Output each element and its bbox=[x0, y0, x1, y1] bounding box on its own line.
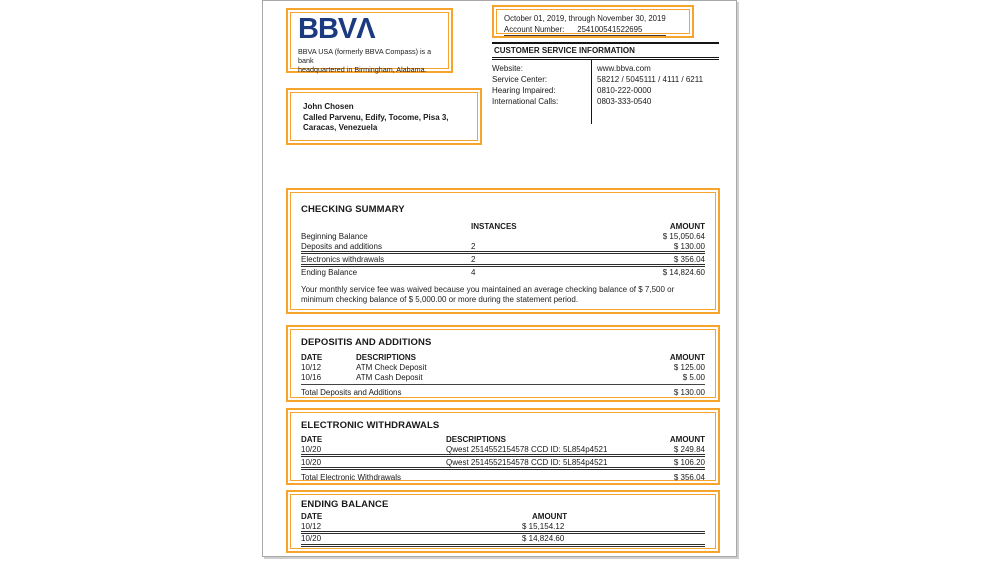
table-row bbox=[301, 231, 705, 241]
header-amount: AMOUNT bbox=[669, 352, 705, 362]
logo-tagline bbox=[291, 44, 448, 74]
checking-summary-content bbox=[290, 192, 716, 310]
table-row bbox=[301, 254, 705, 264]
ending-balance-title: ENDING BALANCE bbox=[301, 499, 389, 510]
logo-tagline-line1: BBVA USA (formerly BBVA Compass) is a bank bbox=[298, 47, 432, 65]
row-label: Electronics withdrawals bbox=[301, 254, 385, 264]
header-amount: AMOUNT bbox=[669, 434, 705, 444]
customer-service-row bbox=[492, 96, 719, 107]
customer-service-section bbox=[492, 42, 719, 124]
recipient-address-box bbox=[286, 88, 482, 145]
table-row bbox=[301, 444, 705, 454]
total-label: Total Electronic Withdrawals bbox=[301, 472, 402, 482]
statement-period-box bbox=[492, 5, 694, 38]
row-amount: $ 5.00 bbox=[682, 372, 705, 382]
table-row bbox=[301, 241, 705, 251]
table-row bbox=[301, 267, 705, 277]
row-label: Deposits and additions bbox=[301, 241, 382, 251]
table-row bbox=[301, 362, 705, 372]
deposits-section bbox=[286, 325, 720, 402]
double-rule bbox=[301, 467, 705, 470]
ending-balance-section bbox=[286, 490, 720, 553]
deposits-content bbox=[290, 329, 716, 398]
checking-summary-title: CHECKING SUMMARY bbox=[301, 204, 405, 215]
row-amount: $ 14,824.60 bbox=[522, 534, 565, 544]
customer-service-title: CUSTOMER SERVICE INFORMATION bbox=[494, 46, 635, 55]
header-amount: AMOUNT bbox=[669, 221, 705, 231]
row-amount: $ 130.00 bbox=[673, 241, 705, 251]
row-instances: 4 bbox=[471, 267, 476, 277]
single-rule bbox=[301, 384, 705, 385]
row-description: Qwest 2514552154578 CCD ID: 5L854p4521 bbox=[446, 444, 608, 454]
row-amount: $ 125.00 bbox=[673, 362, 705, 372]
header-date: DATE bbox=[301, 512, 323, 522]
withdrawals-content bbox=[290, 412, 716, 481]
cs-value-hearing-impaired: 0810-222-0000 bbox=[597, 86, 652, 95]
header-instances: INSTANCES bbox=[471, 221, 517, 231]
row-date: 10/20 bbox=[301, 457, 322, 467]
cs-label-hearing-impaired: Hearing Impaired: bbox=[492, 86, 556, 95]
table-row bbox=[301, 372, 705, 382]
total-amount: $ 356.04 bbox=[673, 472, 705, 482]
withdrawals-header-row bbox=[301, 434, 705, 444]
statement-period-box-inner bbox=[496, 9, 690, 34]
row-label: Ending Balance bbox=[301, 267, 358, 277]
withdrawals-section bbox=[286, 408, 720, 485]
bbva-logo-box-inner bbox=[290, 12, 449, 74]
recipient-name: John Chosen bbox=[303, 102, 354, 111]
checking-summary-header-row bbox=[301, 221, 705, 231]
row-amount: $ 14,824.60 bbox=[662, 267, 705, 277]
header-descriptions: DESCRIPTIONS bbox=[446, 434, 507, 444]
logo-tagline-line2: headquartered in Birmingham, Alabama. bbox=[298, 65, 427, 74]
row-description: ATM Cash Deposit bbox=[356, 372, 423, 382]
row-date: 10/12 bbox=[301, 521, 322, 531]
row-amount: $ 15,154.12 bbox=[522, 521, 565, 531]
recipient-address-line2: Caracas, Venezuela bbox=[303, 123, 378, 132]
recipient-address bbox=[290, 92, 478, 141]
total-label: Total Deposits and Additions bbox=[301, 387, 402, 397]
row-date: 10/20 bbox=[301, 534, 322, 544]
withdrawals-total-row bbox=[301, 472, 705, 482]
cs-label-international-calls: International Calls: bbox=[492, 97, 559, 106]
statement-page bbox=[262, 0, 737, 557]
cs-value-service-center: 58212 / 5045111 / 4111 / 6211 bbox=[597, 75, 704, 84]
row-instances: 2 bbox=[471, 254, 476, 264]
bbva-logo: BBVΛ bbox=[298, 13, 375, 45]
ending-balance-content bbox=[290, 494, 716, 549]
row-description: Qwest 2514552154578 CCD ID: 5L854p4521 bbox=[446, 457, 608, 467]
row-date: 10/12 bbox=[301, 362, 322, 372]
vertical-divider bbox=[591, 60, 592, 124]
cs-value-international-calls: 0803-333-0540 bbox=[597, 97, 652, 106]
cs-label-website: Website: bbox=[492, 64, 523, 73]
account-number-value: 254100541522695 bbox=[577, 25, 643, 34]
table-row bbox=[301, 457, 705, 467]
cs-label-service-center: Service Center: bbox=[492, 75, 548, 84]
service-fee-note: Your monthly service fee was waived because you maintained an average checking balance of $ 7,500 or minimum checking balance of $ 5,000.00 or more during the statement period. bbox=[301, 285, 675, 304]
deposits-header-row bbox=[301, 352, 705, 362]
table-row bbox=[301, 534, 705, 544]
cs-value-website: www.bbva.com bbox=[597, 64, 651, 73]
row-instances: 2 bbox=[471, 241, 476, 251]
statement-period: October 01, 2019, through November 30, 2019 bbox=[504, 14, 666, 23]
ending-balance-header-row bbox=[301, 512, 705, 522]
bbva-logo-box bbox=[286, 8, 453, 73]
row-date: 10/16 bbox=[301, 372, 322, 382]
row-amount: $ 106.20 bbox=[673, 457, 705, 467]
row-amount: $ 356.04 bbox=[673, 254, 705, 264]
header-descriptions: DESCRIPTIONS bbox=[356, 352, 417, 362]
header-date: DATE bbox=[301, 352, 323, 362]
row-amount: $ 15,050.64 bbox=[662, 231, 705, 241]
checking-summary-section bbox=[286, 188, 720, 314]
header-date: DATE bbox=[301, 434, 323, 444]
deposits-total-row bbox=[301, 387, 705, 397]
row-description: ATM Check Deposit bbox=[356, 362, 427, 372]
account-number-row bbox=[504, 24, 666, 36]
customer-service-row bbox=[492, 85, 719, 96]
recipient-address-line1: Called Parvenu, Edify, Tocome, Pisa 3, bbox=[303, 112, 449, 122]
double-rule bbox=[301, 544, 705, 547]
customer-service-body bbox=[492, 60, 719, 124]
total-amount: $ 130.00 bbox=[673, 387, 705, 397]
deposits-title: DEPOSITIS AND ADDITIONS bbox=[301, 337, 432, 348]
row-label: Beginning Balance bbox=[301, 231, 368, 241]
row-date: 10/20 bbox=[301, 444, 322, 454]
customer-service-row bbox=[492, 63, 719, 74]
account-number-label: Account Number: bbox=[504, 25, 565, 34]
withdrawals-title: ELECTRONIC WITHDRAWALS bbox=[301, 420, 440, 431]
row-amount: $ 249.84 bbox=[673, 444, 705, 454]
customer-service-row bbox=[492, 74, 719, 85]
table-row bbox=[301, 522, 705, 532]
header-amount: AMOUNT bbox=[532, 512, 568, 522]
